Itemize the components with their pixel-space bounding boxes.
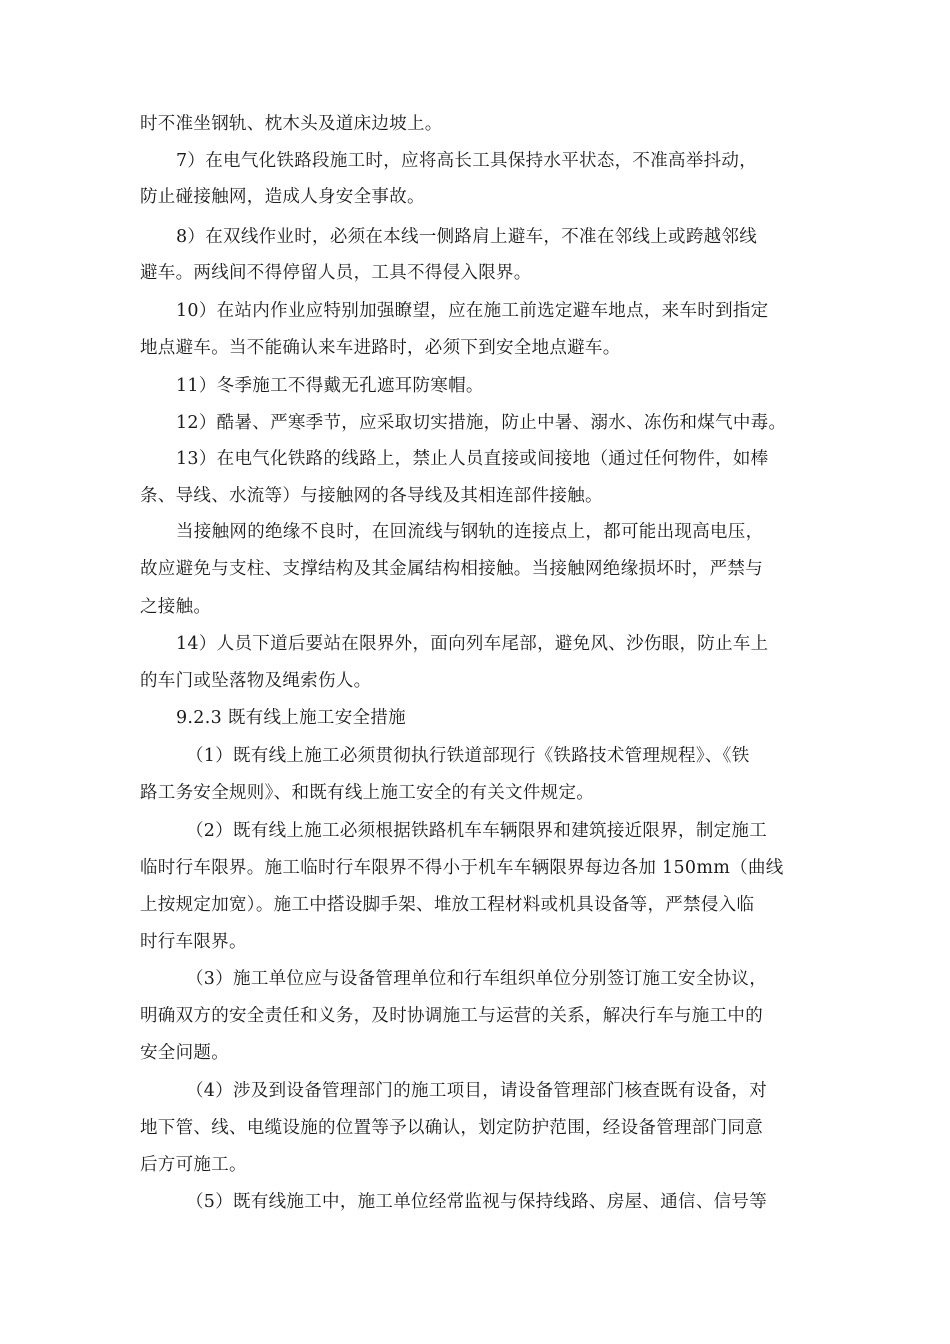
- text-line: 时不准坐钢轨、枕木头及道床边坡上。: [140, 114, 443, 134]
- section-heading: 9.2.3 既有线上施工安全措施: [176, 708, 406, 728]
- text-line: （1）既有线上施工必须贯彻执行铁道部现行《铁路技术管理规程》、《铁: [186, 746, 750, 766]
- text-line: 避车。两线间不得停留人员，工具不得侵入限界。: [140, 263, 532, 283]
- text-line: 防止碰接触网，造成人身安全事故。: [140, 187, 425, 207]
- text-line: 之接触。: [140, 597, 212, 617]
- text-line: 安全问题。: [140, 1043, 229, 1063]
- text-line: 上按规定加宽）。施工中搭设脚手架、堆放工程材料或机具设备等，严禁侵入临: [140, 895, 755, 915]
- text-line: 故应避免与支柱、支撑结构及其金属结构相接触。当接触网绝缘损坏时，严禁与: [140, 559, 763, 579]
- text-line: 明确双方的安全责任和义务，及时协调施工与运营的关系，解决行车与施工中的: [140, 1006, 763, 1026]
- text-line: 的车门或坠落物及绳索伤人。: [140, 671, 372, 691]
- text-line: （3）施工单位应与设备管理单位和行车组织单位分别签订施工安全协议，: [186, 969, 768, 989]
- text-line: 条、导线、水流等）与接触网的各导线及其相连部件接触。: [140, 486, 603, 506]
- text-line: 8）在双线作业时，必须在本线一侧路肩上避车，不准在邻线上或跨越邻线: [176, 227, 758, 247]
- text-line: 14）人员下道后要站在限界外，面向列车尾部，避免风、沙伤眼，防止车上: [176, 634, 769, 654]
- text-line: 10）在站内作业应特别加强瞭望，应在施工前选定避车地点，来车时到指定: [176, 301, 769, 321]
- text-line: 13）在电气化铁路的线路上，禁止人员直接或间接地（通过任何物件，如棒: [176, 449, 769, 469]
- text-line: 地下管、线、电缆设施的位置等予以确认，划定防护范围，经设备管理部门同意: [140, 1118, 763, 1138]
- text-line: 时行车限界。: [140, 932, 247, 952]
- text-line: 7）在电气化铁路段施工时，应将高长工具保持水平状态，不准高举抖动，: [176, 151, 758, 171]
- text-line: （4）涉及到设备管理部门的施工项目，请设备管理部门核查既有设备，对: [186, 1081, 768, 1101]
- text-line: 路工务安全规则》、和既有线上施工安全的有关文件规定。: [140, 783, 595, 803]
- text-line: （2）既有线上施工必须根据铁路机车车辆限界和建筑接近限界，制定施工: [186, 821, 768, 841]
- text-line: 后方可施工。: [140, 1155, 247, 1175]
- text-line: 临时行车限界。施工临时行车限界不得小于机车车辆限界每边各加 150mm（曲线: [140, 858, 784, 878]
- text-line: （5）既有线施工中，施工单位经常监视与保持线路、房屋、通信、信号等: [186, 1192, 768, 1212]
- text-line: 12）酷暑、严寒季节，应采取切实措施，防止中暑、溺水、冻伤和煤气中毒。: [176, 413, 787, 433]
- text-line: 11）冬季施工不得戴无孔遮耳防寒帽。: [176, 376, 484, 396]
- text-line: 当接触网的绝缘不良时，在回流线与钢轨的连接点上，都可能出现高电压，: [176, 522, 764, 542]
- text-line: 地点避车。当不能确认来车进路时，必须下到安全地点避车。: [140, 338, 621, 358]
